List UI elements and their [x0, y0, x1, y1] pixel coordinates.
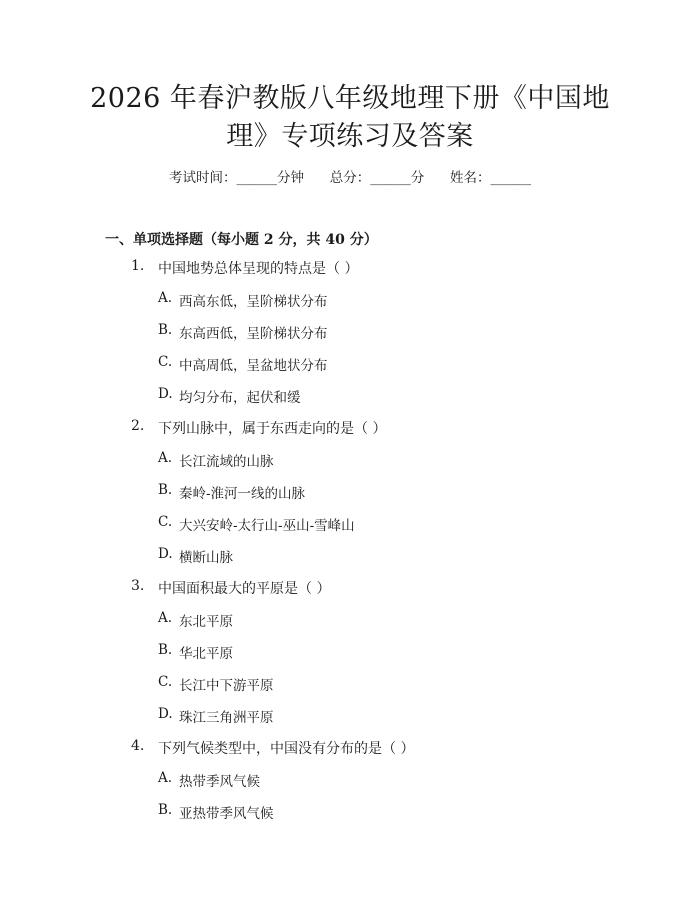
question-list — [0, 258, 700, 834]
option-letter: D. — [158, 386, 173, 402]
answer-option — [0, 610, 700, 642]
question-stem — [0, 738, 700, 770]
option-letter: C. — [158, 514, 173, 530]
answer-option — [0, 514, 700, 546]
option-text: 东北平原 — [179, 614, 233, 630]
option-text: 华北平原 — [179, 646, 233, 662]
option-text: 秦岭-淮河一线的山脉 — [179, 486, 306, 502]
answer-option — [0, 546, 700, 578]
question-stem — [0, 578, 700, 610]
answer-option — [0, 642, 700, 674]
question-text: 中国地势总体呈现的特点是（ ） — [158, 261, 359, 277]
option-letter: A. — [158, 450, 173, 466]
title-line-1: 2026 年春沪教版八年级地理下册《中国地 — [90, 83, 610, 114]
title-line-2: 理》专项练习及答案 — [226, 121, 474, 152]
answer-option — [0, 322, 700, 354]
answer-option — [0, 674, 700, 706]
option-letter: D. — [158, 546, 173, 562]
option-letter: A. — [158, 290, 173, 306]
option-text: 亚热带季风气候 — [179, 806, 274, 822]
option-text: 长江流域的山脉 — [179, 454, 274, 470]
question-number: 1. — [131, 258, 145, 274]
question-stem — [0, 258, 700, 290]
option-letter: D. — [158, 706, 173, 722]
answer-option — [0, 354, 700, 386]
option-text: 长江中下游平原 — [179, 678, 274, 694]
answer-option — [0, 706, 700, 738]
section-heading: 一、单项选择题（每小题 2 分，共 40 分） — [105, 232, 378, 248]
option-text: 均匀分布，起伏和缓 — [179, 390, 301, 406]
question-number: 3. — [131, 578, 145, 594]
answer-option — [0, 802, 700, 834]
option-text: 西高东低，呈阶梯状分布 — [179, 294, 328, 310]
option-letter: B. — [158, 802, 173, 818]
question-number: 2. — [131, 418, 145, 434]
option-text: 热带季风气候 — [179, 774, 260, 790]
option-text: 大兴安岭-太行山-巫山-雪峰山 — [179, 518, 355, 534]
question-stem — [0, 418, 700, 450]
question-text: 下列山脉中，属于东西走向的是（ ） — [158, 421, 387, 437]
option-text: 中高周低，呈盆地状分布 — [179, 358, 328, 374]
question-text: 中国面积最大的平原是（ ） — [158, 581, 331, 597]
answer-option — [0, 290, 700, 322]
option-letter: A. — [158, 770, 173, 786]
question-number: 4. — [131, 738, 145, 754]
option-text: 珠江三角洲平原 — [179, 710, 274, 726]
document-title — [90, 80, 610, 156]
answer-option — [0, 770, 700, 802]
option-letter: B. — [158, 482, 173, 498]
answer-option — [0, 450, 700, 482]
option-letter: C. — [158, 354, 173, 370]
option-letter: C. — [158, 674, 173, 690]
question-text: 下列气候类型中，中国没有分布的是（ ） — [158, 741, 415, 757]
option-letter: A. — [158, 610, 173, 626]
exam-info-line: 考试时间：______分钟 总分：______分 姓名：______ — [169, 170, 531, 186]
answer-option — [0, 482, 700, 514]
option-letter: B. — [158, 322, 173, 338]
option-text: 东高西低，呈阶梯状分布 — [179, 326, 328, 342]
option-letter: B. — [158, 642, 173, 658]
option-text: 横断山脉 — [179, 550, 233, 566]
answer-option — [0, 386, 700, 418]
